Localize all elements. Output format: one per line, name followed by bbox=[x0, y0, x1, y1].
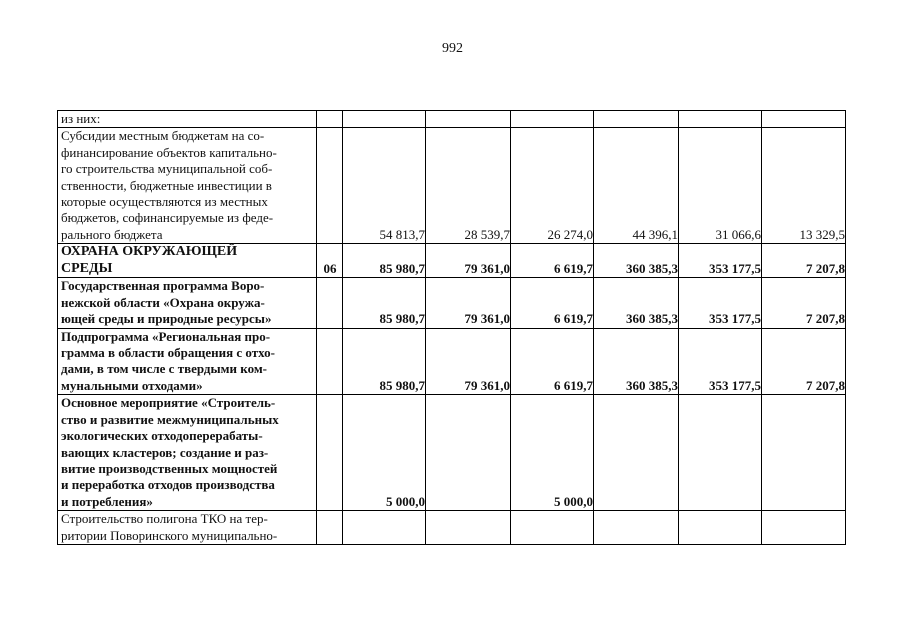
row-name-cell bbox=[58, 395, 317, 511]
row-name-cell bbox=[58, 511, 317, 545]
row-name-line: финансирование объектов капитально- bbox=[61, 144, 277, 160]
table-row bbox=[58, 244, 846, 278]
row-name-line: ство и развитие межмуниципальных bbox=[61, 411, 279, 427]
value-col-1 bbox=[343, 111, 426, 128]
value-col-1: 54 813,7 bbox=[343, 128, 426, 244]
value-col-3: 6 619,7 bbox=[511, 328, 594, 395]
value-col-5 bbox=[679, 511, 762, 545]
value-col-4 bbox=[594, 395, 679, 511]
row-name-line: Государственная программа Воро- bbox=[61, 278, 265, 294]
row-name-line: которые осуществляются из местных bbox=[61, 194, 268, 210]
row-name-cell bbox=[58, 278, 317, 328]
row-name-line: из них: bbox=[61, 111, 101, 126]
value-col-4 bbox=[594, 511, 679, 545]
value-col-5 bbox=[679, 395, 762, 511]
row-code-cell bbox=[317, 111, 343, 128]
row-name-cell bbox=[58, 111, 317, 128]
table-row bbox=[58, 278, 846, 328]
value-col-4: 44 396,1 bbox=[594, 128, 679, 244]
value-col-2 bbox=[426, 511, 511, 545]
value-col-2: 79 361,0 bbox=[426, 278, 511, 328]
row-name-line: ОХРАНА ОКРУЖАЮЩЕЙ bbox=[61, 244, 238, 260]
value-col-2: 79 361,0 bbox=[426, 328, 511, 395]
value-col-3: 26 274,0 bbox=[511, 128, 594, 244]
row-name-line: Основное мероприятие «Строитель- bbox=[61, 395, 276, 411]
row-name-line: экологических отходоперерабаты- bbox=[61, 428, 263, 444]
value-col-6: 7 207,8 bbox=[762, 244, 846, 278]
value-col-2 bbox=[426, 395, 511, 511]
row-name-cell bbox=[58, 328, 317, 395]
table-body bbox=[58, 111, 846, 545]
budget-table bbox=[57, 110, 846, 545]
value-col-3: 6 619,7 bbox=[511, 244, 594, 278]
value-col-2: 28 539,7 bbox=[426, 128, 511, 244]
value-col-5: 353 177,5 bbox=[679, 278, 762, 328]
value-col-2: 79 361,0 bbox=[426, 244, 511, 278]
value-col-6: 7 207,8 bbox=[762, 278, 846, 328]
row-name-line: Строительство полигона ТКО на тер- bbox=[61, 511, 268, 527]
row-name-line: Субсидии местным бюджетам на со- bbox=[61, 128, 265, 144]
value-col-3: 6 619,7 bbox=[511, 278, 594, 328]
value-col-4: 360 385,3 bbox=[594, 278, 679, 328]
row-name-line: грамма в области обращения с отхо- bbox=[61, 345, 275, 361]
value-col-5: 353 177,5 bbox=[679, 328, 762, 395]
row-name-line: Подпрограмма «Региональная про- bbox=[61, 328, 271, 344]
table-row bbox=[58, 128, 846, 244]
row-code-cell bbox=[317, 511, 343, 545]
value-col-6 bbox=[762, 395, 846, 511]
row-name-line: ственности, бюджетные инвестиции в bbox=[61, 177, 272, 193]
row-code-cell bbox=[317, 278, 343, 328]
row-name-line: бюджетов, софинансируемые из феде- bbox=[61, 210, 274, 226]
row-name-line: СРЕДЫ bbox=[61, 260, 113, 276]
value-col-6: 13 329,5 bbox=[762, 128, 846, 244]
value-col-5 bbox=[679, 111, 762, 128]
row-code-cell bbox=[317, 128, 343, 244]
row-name-line: рального бюджета bbox=[61, 226, 163, 242]
row-name-line: ритории Поворинского муниципально- bbox=[61, 527, 278, 543]
value-col-1: 85 980,7 bbox=[343, 244, 426, 278]
row-code-cell bbox=[317, 328, 343, 395]
value-col-1 bbox=[343, 511, 426, 545]
row-name-line: ющей среды и природные ресурсы» bbox=[61, 311, 272, 327]
value-col-4 bbox=[594, 111, 679, 128]
row-code-cell: 06 bbox=[317, 244, 343, 278]
value-col-5: 353 177,5 bbox=[679, 244, 762, 278]
value-col-1: 85 980,7 bbox=[343, 278, 426, 328]
value-col-6 bbox=[762, 511, 846, 545]
row-name-line: витие производственных мощностей bbox=[61, 460, 278, 476]
table-row bbox=[58, 328, 846, 395]
value-col-4: 360 385,3 bbox=[594, 328, 679, 395]
page-number: 992 bbox=[442, 41, 463, 56]
row-name-cell bbox=[58, 244, 317, 278]
value-col-3 bbox=[511, 111, 594, 128]
value-col-4: 360 385,3 bbox=[594, 244, 679, 278]
value-col-3: 5 000,0 bbox=[511, 395, 594, 511]
value-col-2 bbox=[426, 111, 511, 128]
value-col-5: 31 066,6 bbox=[679, 128, 762, 244]
row-name-line: вающих кластеров; создание и раз- bbox=[61, 444, 269, 460]
table-row bbox=[58, 111, 846, 128]
row-code-cell bbox=[317, 395, 343, 511]
value-col-1: 5 000,0 bbox=[343, 395, 426, 511]
row-name-line: го строительства муниципальной соб- bbox=[61, 161, 273, 177]
table-row bbox=[58, 511, 846, 545]
row-name-line: и переработка отходов производства bbox=[61, 477, 275, 493]
table-row bbox=[58, 395, 846, 511]
row-name-cell bbox=[58, 128, 317, 244]
row-name-line: дами, в том числе с твердыми ком- bbox=[61, 361, 268, 377]
row-name-line: мунальными отходами» bbox=[61, 377, 203, 393]
value-col-3 bbox=[511, 511, 594, 545]
value-col-6: 7 207,8 bbox=[762, 328, 846, 395]
row-name-line: и потребления» bbox=[61, 493, 153, 509]
row-name-line: нежской области «Охрана окружа- bbox=[61, 294, 265, 310]
value-col-1: 85 980,7 bbox=[343, 328, 426, 395]
value-col-6 bbox=[762, 111, 846, 128]
